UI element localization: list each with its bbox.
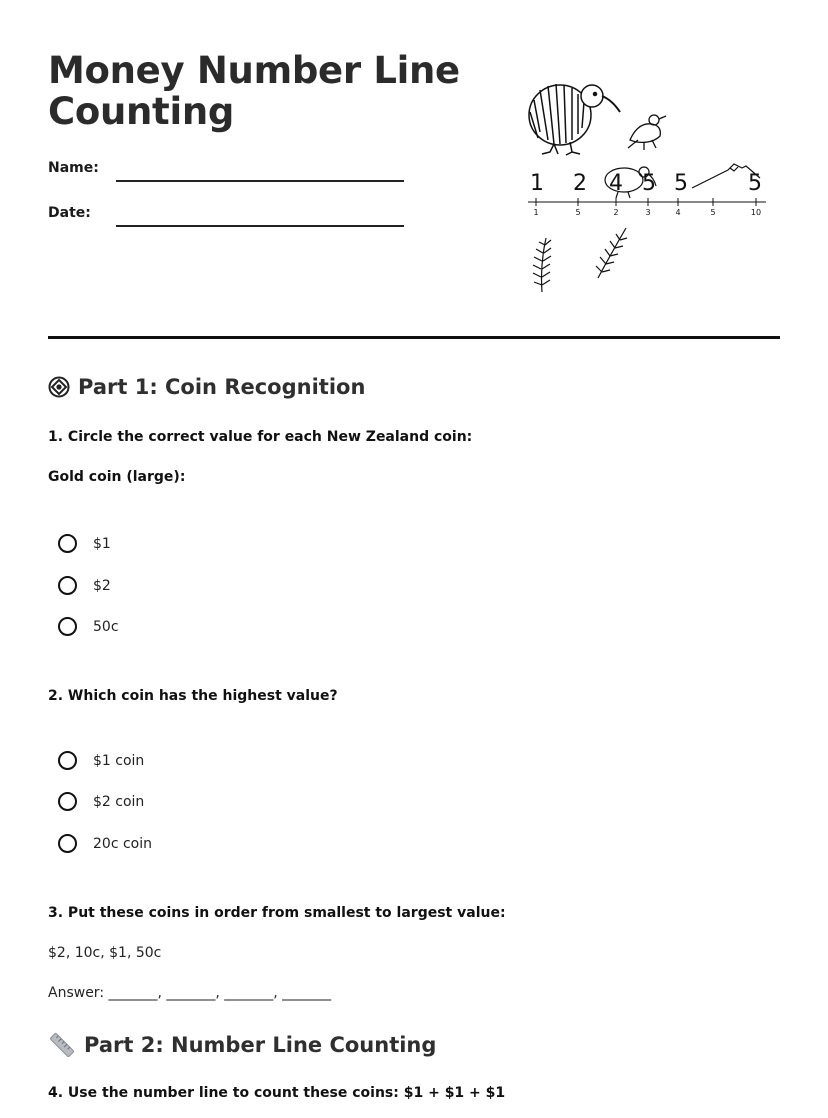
q2-option-2[interactable]: [58, 792, 144, 811]
ruler-label-4: 3: [645, 208, 651, 217]
big-number-5: 5: [674, 171, 688, 196]
q1-option-3[interactable]: [58, 617, 119, 636]
option-label: $2: [93, 577, 111, 594]
ruler-label-5: 4: [675, 208, 681, 217]
option-label: 20c coin: [93, 835, 152, 852]
page-title-line-1: Money Number Line: [48, 49, 460, 92]
big-number-3: 4: [609, 171, 623, 196]
radio-button[interactable]: [58, 792, 77, 811]
question-2: 2. Which coin has the highest value?: [48, 688, 338, 704]
ruler-label-3: 2: [613, 208, 619, 217]
q1-option-1[interactable]: [58, 534, 111, 553]
number-line-illustration: [520, 70, 780, 300]
date-label: Date:: [48, 205, 91, 221]
q1-option-2[interactable]: [58, 576, 111, 595]
ruler-label-2: 5: [575, 208, 581, 217]
big-number-2: 2: [573, 171, 587, 196]
big-number-6: 5: [748, 171, 762, 196]
coin-target-icon: [48, 376, 70, 398]
part2-title: Part 2: Number Line Counting: [84, 1033, 437, 1057]
small-bird-icon: [628, 115, 666, 150]
ruler-label-1: 1: [533, 208, 539, 217]
q2-option-1[interactable]: [58, 751, 144, 770]
radio-button[interactable]: [58, 617, 77, 636]
fern-icon: [533, 228, 627, 292]
header-divider: [48, 336, 780, 339]
ruler-icon: [48, 1031, 76, 1059]
big-number-4: 5: [642, 171, 656, 196]
ruler-label-7: 10: [750, 208, 762, 217]
part2-heading: [48, 1031, 436, 1059]
radio-button[interactable]: [58, 534, 77, 553]
part1-title: Part 1: Coin Recognition: [78, 375, 366, 399]
name-field[interactable]: [116, 180, 404, 182]
option-label: $1 coin: [93, 752, 145, 769]
name-label: Name:: [48, 160, 99, 176]
question-1-subheading: Gold coin (large):: [48, 469, 186, 485]
option-label: $1: [93, 535, 111, 552]
page-title-line-2: Counting: [48, 90, 235, 133]
question-4: 4. Use the number line to count these coins: $1 + $1 + $1: [48, 1085, 506, 1101]
page-title: [48, 50, 488, 132]
part1-heading: [48, 375, 365, 399]
radio-button[interactable]: [58, 834, 77, 853]
date-field[interactable]: [116, 225, 404, 227]
question-1: 1. Circle the correct value for each New Zealand coin:: [48, 429, 473, 445]
radio-button[interactable]: [58, 576, 77, 595]
question-3: 3. Put these coins in order from smallest to largest value:: [48, 905, 506, 921]
kiwi-bird-icon: [529, 84, 620, 155]
q2-option-3[interactable]: [58, 834, 152, 853]
question-3-answer[interactable]: Answer: _______, _______, _______, _______: [48, 985, 332, 1001]
big-number-1: 1: [530, 171, 544, 196]
option-label: $2 coin: [93, 793, 145, 810]
ruler-label-6: 5: [710, 208, 716, 217]
question-3-coins: $2, 10c, $1, 50c: [48, 945, 162, 961]
option-label: 50c: [93, 618, 119, 635]
radio-button[interactable]: [58, 751, 77, 770]
